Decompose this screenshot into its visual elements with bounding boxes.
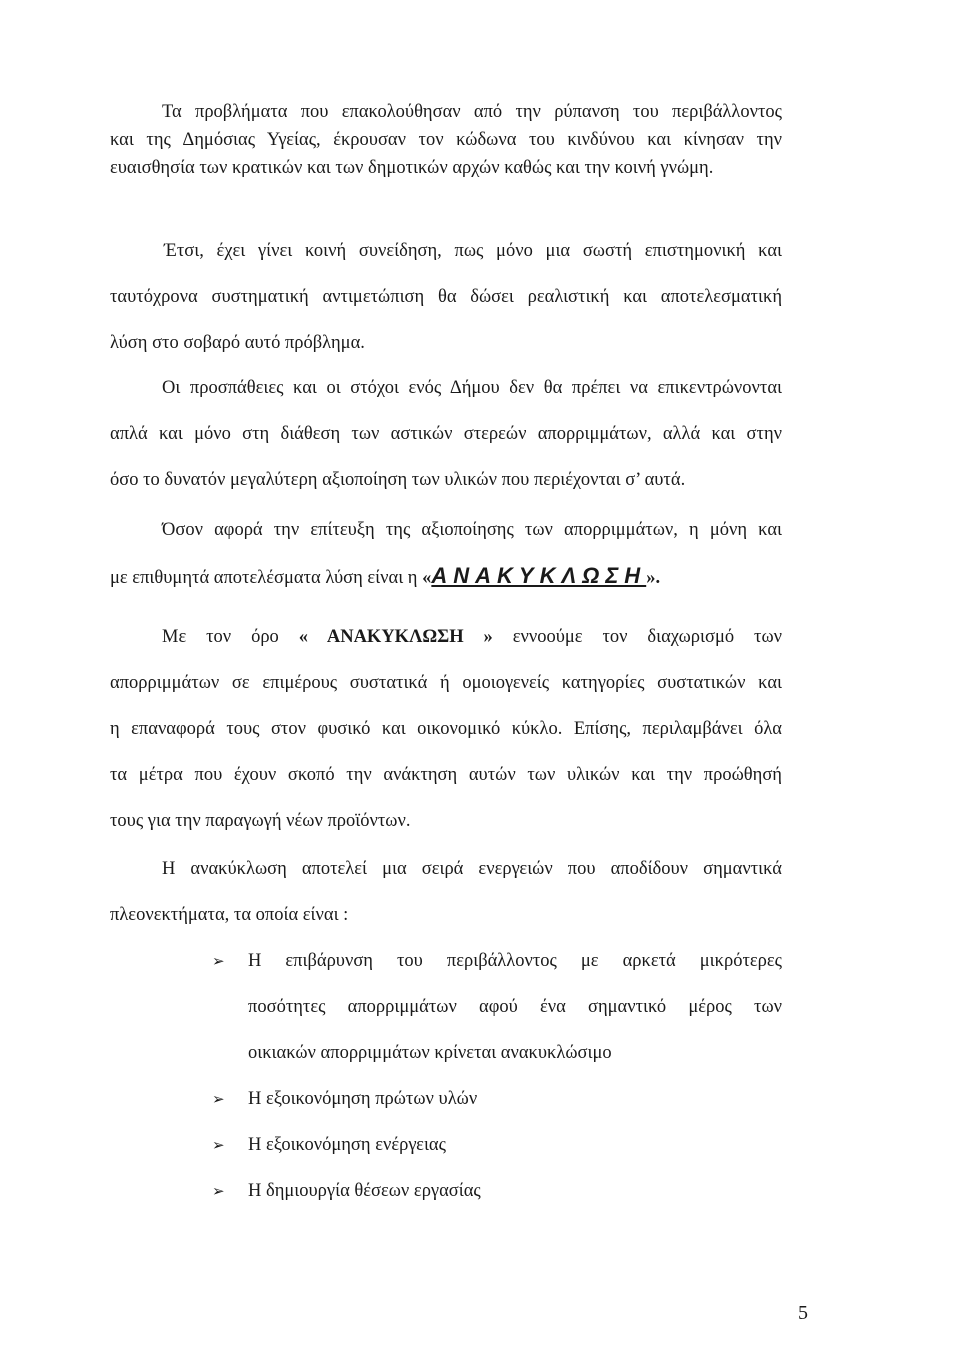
- text-line: απλά και μόνο στη διάθεση των αστικών στερεών απορριμμάτων, αλλά και στην: [110, 424, 782, 444]
- list-item: [208, 1076, 782, 1122]
- text-line: [110, 614, 782, 660]
- text-line: Έτσι, έχει γίνει κοινή συνείδηση, πως μόνο μια σωστή επιστημονική και: [164, 241, 782, 261]
- text-line: τους για την παραγωγή νέων προϊόντων.: [110, 811, 411, 831]
- text-line: Η δημιουργία θέσεων εργασίας: [248, 1181, 481, 1201]
- list-item: [208, 938, 782, 1076]
- advantages-list: [208, 938, 782, 1214]
- open-quote: «: [422, 568, 432, 588]
- text-fragment: Με τον όρο: [162, 627, 299, 647]
- close-quote: ».: [646, 568, 661, 588]
- text-line: Η εξοικονόμηση ενέργειας: [248, 1135, 446, 1155]
- paragraph-municipality-goals: [110, 365, 782, 503]
- text-line: και της Δημόσιας Υγείας, έκρουσαν τον κώδωνα του κινδύνου και κίνησαν την: [110, 130, 782, 150]
- text-line: [110, 553, 782, 601]
- recycling-emphasis: ΑΝΑΚΥΚΛΩΣΗ: [431, 563, 647, 588]
- text-line: Τα προβλήματα που επακολούθησαν από την ρύπανση του περιβάλλοντος: [162, 102, 782, 122]
- text-line: οικιακών απορριμμάτων κρίνεται ανακυκλώσιμο: [248, 1043, 612, 1063]
- list-item: [208, 1168, 782, 1214]
- text-line: η επαναφορά τους στον φυσικό και οικονομικό κύκλο. Επίσης, περιλαμβάνει όλα: [110, 719, 782, 739]
- arrow-bullet-icon: ➢: [212, 1136, 225, 1154]
- text-line: απορριμμάτων σε επιμέρους συστατικά ή ομοιογενείς κατηγορίες συστατικών και: [110, 673, 782, 693]
- paragraph-advantages-intro: [110, 846, 782, 938]
- recycling-term: « ΑΝΑΚΥΚΛΩΣΗ »: [298, 627, 493, 647]
- paragraph-awareness: [110, 228, 782, 366]
- text-line: λύση στο σοβαρό αυτό πρόβλημα.: [110, 333, 365, 353]
- list-item: [208, 1122, 782, 1168]
- text-line: Η εξοικονόμηση πρώτων υλών: [248, 1089, 478, 1109]
- text-line: τα μέτρα που έχουν σκοπό την ανάκτηση αυτών των υλικών και την προώθησή: [110, 765, 782, 785]
- page-number: 5: [798, 1302, 808, 1324]
- paragraph-pollution: [110, 98, 782, 182]
- text-fragment: εννοούμε τον διαχωρισμό των: [492, 627, 783, 647]
- text-line: Η ανακύκλωση αποτελεί μια σειρά ενεργειών που αποδίδουν σημαντικά: [162, 859, 782, 879]
- text-line: πλεονεκτήματα, τα οποία είναι :: [110, 905, 349, 925]
- text-fragment: με επιθυμητά αποτελέσματα λύση είναι η: [110, 568, 423, 588]
- text-line: ταυτόχρονα συστηματική αντιμετώπιση θα δώσει ρεαλιστική και αποτελεσματική: [110, 287, 782, 307]
- arrow-bullet-icon: ➢: [212, 1182, 225, 1200]
- arrow-bullet-icon: ➢: [212, 1090, 225, 1108]
- text-line: ποσότητες απορριμμάτων αφού ένα σημαντικό μέρος των: [248, 997, 782, 1017]
- text-line: όσο το δυνατόν μεγαλύτερη αξιοποίηση των υλικών που περιέχονται σ’ αυτά.: [110, 470, 686, 490]
- text-line: Όσον αφορά την επίτευξη της αξιοποίησης των απορριμμάτων, η μόνη και: [162, 520, 782, 540]
- paragraph-definition: [110, 614, 782, 844]
- paragraph-recycling-solution: [110, 507, 782, 601]
- text-line: ευαισθησία των κρατικών και των δημοτικών αρχών καθώς και την κοινή γνώμη.: [110, 158, 714, 178]
- text-line: Οι προσπάθειες και οι στόχοι ενός Δήμου δεν θα πρέπει να επικεντρώνονται: [162, 378, 782, 398]
- text-line: Η επιβάρυνση του περιβάλλοντος με αρκετά μικρότερες: [248, 951, 782, 971]
- arrow-bullet-icon: ➢: [212, 952, 225, 970]
